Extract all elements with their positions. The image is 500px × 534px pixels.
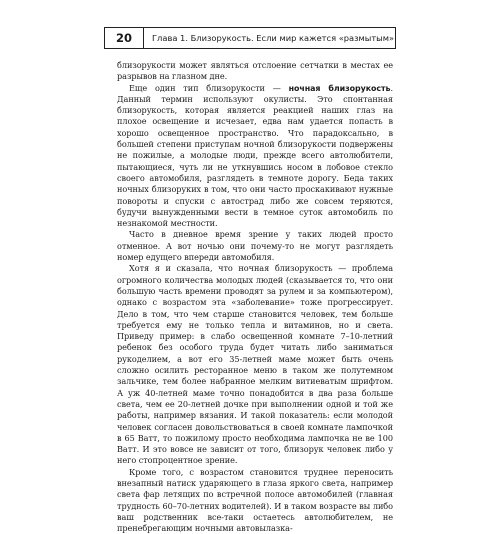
paragraph: близорукости может являться отслоение сетчатки в местах ее разрывов на глазном дне. xyxy=(117,60,393,82)
paragraph xyxy=(117,83,393,230)
paragraph: Хотя я и сказала, что ночная близорукость — проблема огромного количества молодых людей (сказывается то, что они большую часть времени проводят за рулем и за компьютером), однако с возрастом эта «заболевание» тоже прогрессирует. Дело в том, что чем старше становится человек, тем больше требуется ему не только тепла и витаминов, но и света. Приведу пример: в слабо освещенной комнате 7–10-летний ребенок без особого труда будет читать либо заниматься рукоделием, а вот его 35-летней маме может быть очень сложно осилить ресторанное меню в таком же полутемном зальчике, тем более набранное мелким витиеватым шрифтом. А уж 40-летней маме точно понадобится в два раза больше света, чем ее 20-летней дочке при выполнении одной и той же работы, например вязания. И такой показатель: если молодой человек согласен довольствоваться в своей комнате лампочкой в 65 Ватт, то пожилому просто необходима лампочка не ве 100 Ватт. И это вовсе не зависит от того, близорук человек либо у него стопроцентное зрение. xyxy=(117,263,393,466)
paragraph-text: . Данный термин используют окулисты. Это спонтанная близорукость, которая является реакцией наших глаз на плохое освещение и исчезает, едва нам удается попасть в хорошо освещенное пространство. Что парадоксально, в большей степени приступам ночной близорукости подвержены не пожилые, а молодые люди, прежде всего автолюбители, пытающиеся, чуть ли не уткнувшись носом в лобовое стекло своего автомобиля, разглядеть в темноте дорогу. Беда таких ночных близоруких в том, что они часто проскакивают нужные повороты и спуски с автострад либо же совсем теряются, будучи вынужденными вести в темное суток автомобиль по незнакомой местности. xyxy=(117,82,394,229)
body-text xyxy=(117,60,393,534)
bold-term: ночная близорукость xyxy=(288,83,391,93)
paragraph: Часто в дневное время зрение у таких людей просто отменное. А вот ночью они почему-то не могут разглядеть номер едущего впереди автомобиля. xyxy=(117,229,393,263)
paragraph: Кроме того, с возрастом становится труднее переносить внезапный натиск ударяющего в глаза яркого света, например света фар летящих по встречной полосе автомобилей (главная трудность 60–70-летних водителей). И в таком возрасте вы либо ваш родственник все-таки остаетесь автолюбителем, не пренебрегающим ночными автовылазка- xyxy=(117,466,393,534)
running-header xyxy=(104,27,396,49)
chapter-title: Глава 1. Близорукость. Если мир кажется «размытым» xyxy=(152,33,395,43)
paragraph-text: Еще один тип близорукости — xyxy=(129,82,289,93)
page-number: 20 xyxy=(105,28,144,48)
